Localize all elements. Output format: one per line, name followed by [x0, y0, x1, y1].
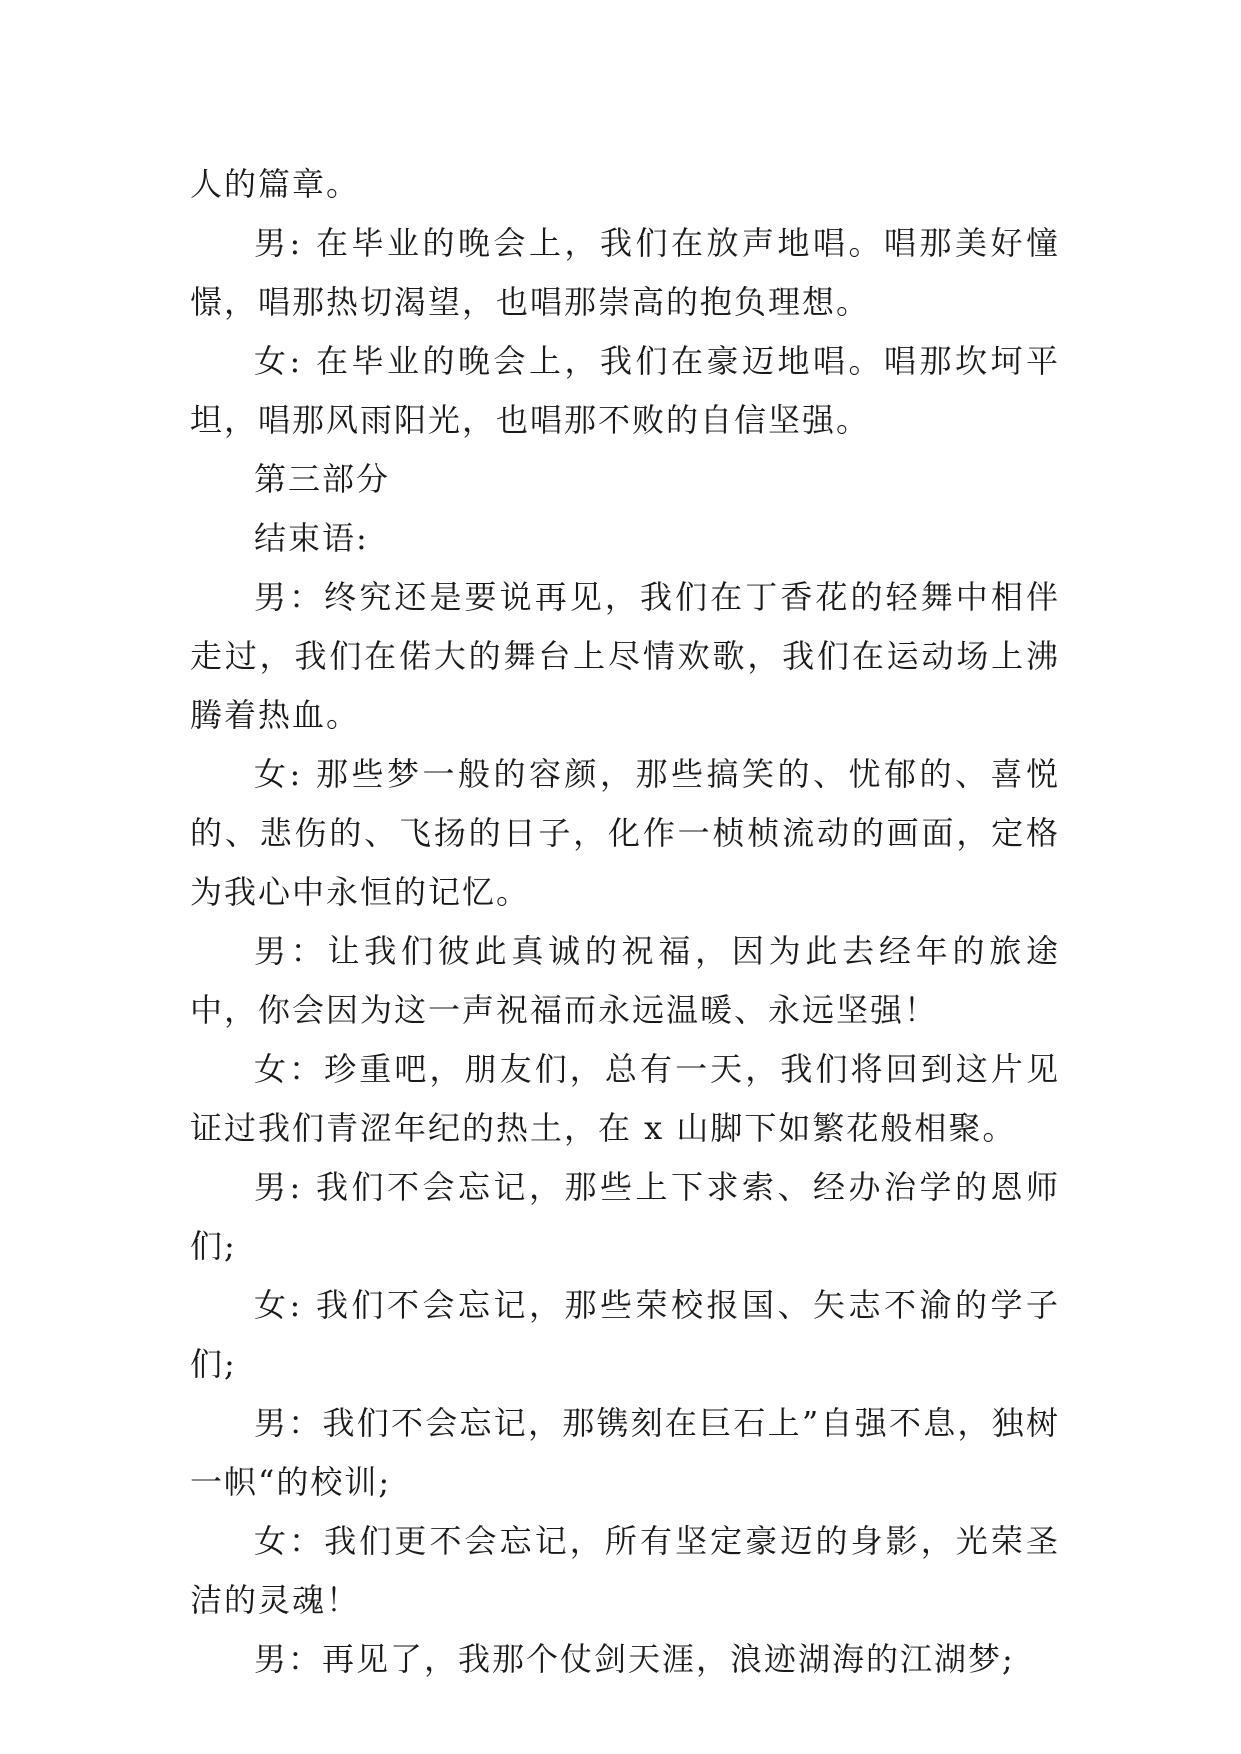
paragraph-female-souls: 女：我们更不会忘记，所有坚定豪迈的身影，光荣圣洁的灵魂！ — [190, 1522, 1060, 1619]
paragraph-continuation: 人的篇章。 — [190, 165, 361, 203]
paragraph-male-blessing: 男：让我们彼此真诚的祝福，因为此去经年的旅途中，你会因为这一声祝福而永远温暖、永远坚强！ — [190, 932, 1060, 1029]
paragraph-male-dream: 男：再见了，我那个仗剑天涯，浪迹湖海的江湖梦; — [254, 1640, 1015, 1678]
document-body — [190, 155, 1060, 1689]
paragraph-female-reunion: 女：珍重吧，朋友们，总有一天，我们将回到这片见证过我们青涩年纪的热土，在 x 山脚下如繁花般相聚。 — [190, 1050, 1060, 1147]
section-heading-part-three: 第三部分 — [254, 460, 391, 498]
paragraph-female-memories: 女: 那些梦一般的容颜，那些搞笑的、忧郁的、喜悦的、悲伤的、飞扬的日子，化作一桢桢流动的画面，定格为我心中永恒的记忆。 — [190, 755, 1060, 911]
paragraph-male-farewell: 男：终究还是要说再见，我们在丁香花的轻舞中相伴走过，我们在偌大的舞台上尽情欢歌，我们在运动场上沸腾着热血。 — [190, 578, 1060, 734]
paragraph-male-graduation-song: 男: 在毕业的晚会上，我们在放声地唱。唱那美好憧憬，唱那热切渴望，也唱那崇高的抱负理想。 — [190, 224, 1060, 321]
paragraph-male-teachers: 男: 我们不会忘记，那些上下求索、经办治学的恩师们; — [190, 1168, 1060, 1265]
section-heading-closing: 结束语: — [254, 519, 369, 557]
paragraph-male-motto: 男：我们不会忘记，那镌刻在巨石上”自强不息，独树一帜“的校训; — [190, 1404, 1060, 1501]
paragraph-female-students: 女: 我们不会忘记，那些荣校报国、矢志不渝的学子们; — [190, 1286, 1060, 1383]
paragraph-female-graduation-song: 女: 在毕业的晚会上，我们在豪迈地唱。唱那坎坷平坦，唱那风雨阳光，也唱那不败的自信坚强。 — [190, 342, 1060, 439]
